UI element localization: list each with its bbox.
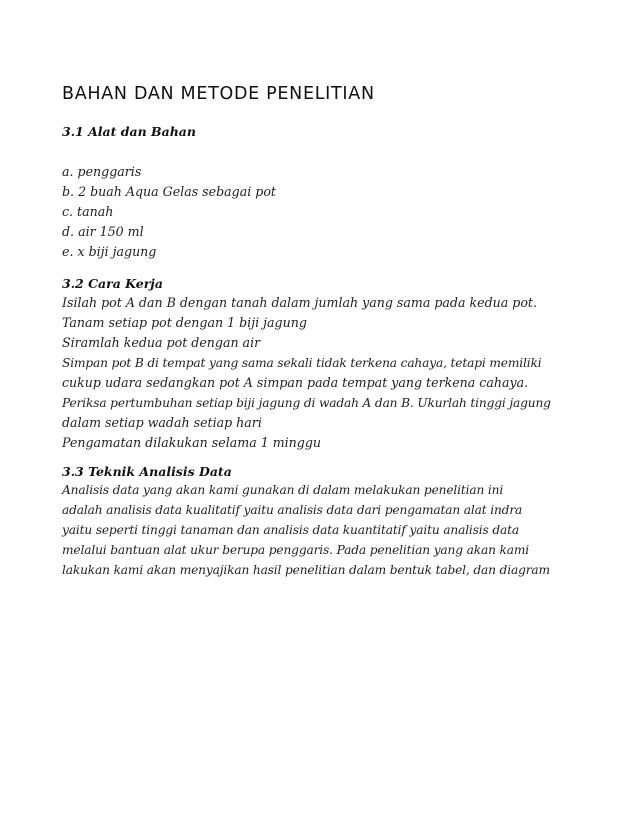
- list-item: d. air 150 ml: [62, 224, 144, 239]
- text-line: lakukan kami akan menyajikan hasil penelitian dalam bentuk tabel, dan diagram: [62, 563, 550, 577]
- text-line: melalui bantuan alat ukur berupa penggaris. Pada penelitian yang akan kami: [62, 543, 530, 557]
- materials-list: [62, 162, 276, 262]
- text-line: yaitu seperti tinggi tanaman dan analisis data kuantitatif yaitu analisis data: [62, 523, 519, 537]
- list-item: c. tanah: [62, 204, 114, 219]
- text-line: Analisis data yang akan kami gunakan di dalam melakukan penelitian ini: [62, 483, 504, 497]
- section-teknik-analisis: [62, 464, 232, 479]
- text-line: Isilah pot A dan B dengan tanah dalam jumlah yang sama pada kedua pot.: [62, 295, 537, 310]
- list-item: a. penggaris: [62, 164, 142, 179]
- section-heading: 3.1 Alat dan Bahan: [62, 124, 196, 139]
- text-line: cukup udara sedangkan pot A simpan pada tempat yang terkena cahaya.: [62, 375, 529, 390]
- page-title: BAHAN DAN METODE PENELITIAN: [62, 84, 375, 104]
- analysis-text: [62, 480, 550, 580]
- section-cara-kerja: [62, 276, 163, 291]
- list-item: b. 2 buah Aqua Gelas sebagai pot: [62, 184, 276, 199]
- text-line: Periksa pertumbuhan setiap biji jagung di wadah A dan B. Ukurlah tinggi jagung: [62, 396, 551, 410]
- procedure-text: [62, 293, 551, 453]
- text-line: adalah analisis data kualitatif yaitu analisis data dari pengamatan alat indra: [62, 503, 523, 517]
- section-heading: 3.3 Teknik Analisis Data: [62, 464, 232, 479]
- list-item: e. x biji jagung: [62, 244, 157, 259]
- section-alat-bahan: [62, 124, 196, 139]
- text-line: dalam setiap wadah setiap hari: [62, 415, 262, 430]
- text-line: Siramlah kedua pot dengan air: [62, 335, 261, 350]
- text-line: Tanam setiap pot dengan 1 biji jagung: [62, 315, 307, 330]
- text-line: Simpan pot B di tempat yang sama sekali tidak terkena cahaya, tetapi memiliki: [62, 356, 542, 370]
- text-line: Pengamatan dilakukan selama 1 minggu: [62, 435, 322, 450]
- section-heading: 3.2 Cara Kerja: [62, 276, 163, 291]
